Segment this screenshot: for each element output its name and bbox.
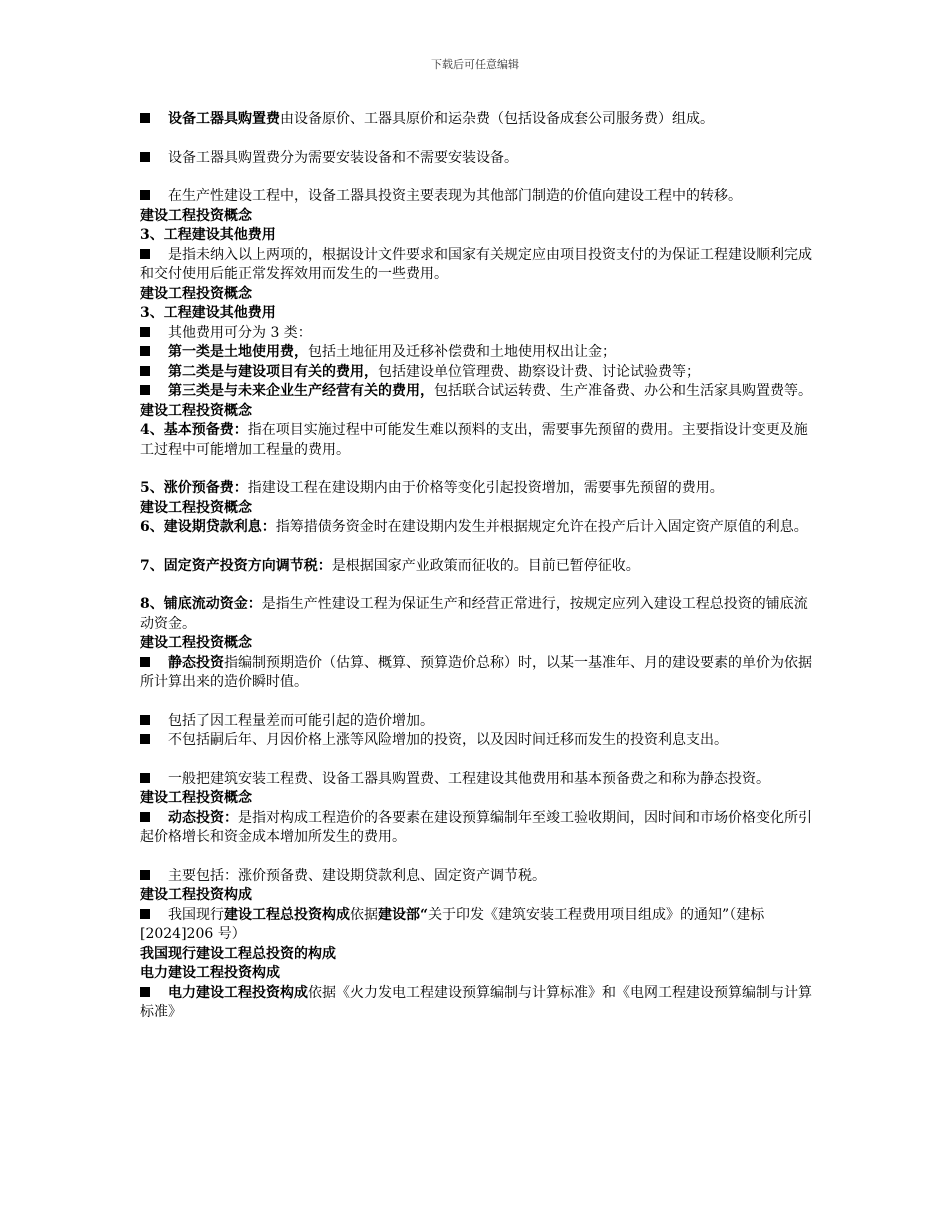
bold-text: 6、建设期贷款利息： (140, 519, 276, 535)
square-bullet-icon (140, 715, 150, 725)
body-text: 依据《火力发电工程建设预算编制与计算标准》和《电网工程建设预算编制与计算标准》 (140, 984, 812, 1020)
heading-paragraph (140, 285, 820, 305)
body-text: 指筹措债务资金时在建设期内发生并根据规定允许在投产后计入固定资产原值的利息。 (275, 519, 808, 535)
bold-text: 4、基本预备费： (140, 422, 248, 438)
body-text: 由设备原价、工器具原价和运杂费（包括设备成套公司服务费）组成。 (280, 111, 714, 127)
bold-text: 建设工程投资概念 (140, 635, 252, 651)
body-text: 我国现行 (168, 906, 224, 923)
body-text: 是指对构成工程造价的各要素在建设预算编制年至竣工验收期间，因时间和市场价格变化所引起价格增长和资金成本增加所发生的费用。 (140, 809, 812, 845)
bold-text: 建设部“ (378, 906, 429, 923)
bullet-paragraph (140, 187, 820, 207)
bullet-paragraph (140, 809, 820, 848)
heading-paragraph (140, 964, 820, 984)
heading-paragraph (140, 479, 820, 499)
body-text: 不包括嗣后年、月因价格上涨等风险增加的投资，以及因时间迁移而发生的投资利息支出。 (168, 732, 728, 748)
heading-paragraph (140, 557, 820, 577)
square-bullet-icon (140, 152, 150, 162)
document-body (140, 110, 820, 1023)
heading-paragraph (140, 402, 820, 422)
heading-paragraph (140, 595, 820, 634)
bullet-paragraph (140, 149, 820, 169)
square-bullet-icon (140, 113, 150, 123)
bold-text: 5、涨价预备费： (140, 480, 248, 496)
paragraph-spacer (140, 848, 820, 867)
bold-text: 第三类是与未来企业生产经营有关的费用， (168, 383, 434, 399)
bullet-paragraph (140, 984, 820, 1023)
body-text: 其他费用可分为 3 类： (168, 324, 312, 341)
bullet-paragraph (140, 770, 820, 790)
paragraph-spacer (140, 576, 820, 595)
body-text: 是指未纳入以上两项的，根据设计文件要求和国家有关规定应由项目投资支付的为保证工程建设顺利完成和交付使用后能正常发挥效用而发生的一些费用。 (140, 246, 812, 282)
paragraph-spacer (140, 130, 820, 149)
bold-text: 建设工程投资概念 (140, 499, 252, 516)
bullet-paragraph (140, 654, 820, 693)
bold-text: 设备工器具购置费 (168, 111, 280, 127)
bold-text: 建设工程投资概念 (140, 207, 252, 224)
square-bullet-icon (140, 657, 150, 667)
body-text: 指在项目实施过程中可能发生难以预料的支出，需要事先预留的费用。主要指设计变更及施工过程中可能增加工程量的费用。 (140, 422, 808, 458)
heading-paragraph (140, 634, 820, 654)
bold-text: 建设工程投资构成 (140, 887, 252, 903)
body-text: 包括联合试运转费、生产准备费、办公和生活家具购置费等。 (434, 383, 812, 399)
square-bullet-icon (140, 385, 150, 395)
square-bullet-icon (140, 346, 150, 356)
square-bullet-icon (140, 773, 150, 783)
body-text: 一般把建筑安装工程费、设备工器具购置费、工程建设其他费用和基本预备费之和称为静态投资。 (168, 770, 770, 787)
bold-text: 第二类是与建设项目有关的费用， (168, 363, 378, 380)
paragraph-spacer (140, 693, 820, 712)
page-header: 下载后可任意编辑 (431, 58, 519, 71)
heading-paragraph (140, 945, 820, 965)
bullet-paragraph (140, 363, 820, 383)
square-bullet-icon (140, 366, 150, 376)
bullet-paragraph (140, 324, 820, 344)
square-bullet-icon (140, 909, 150, 919)
heading-paragraph (140, 886, 820, 906)
heading-paragraph (140, 421, 820, 460)
bullet-paragraph (140, 110, 820, 130)
body-text: 设备工器具购置费分为需要安装设备和不需要安装设备。 (168, 149, 518, 166)
body-text: 是指生产性建设工程为保证生产和经营正常进行，按规定应列入建设工程总投资的铺底流动资金。 (140, 596, 808, 632)
paragraph-spacer (140, 460, 820, 479)
bold-text: 电力建设工程投资构成 (168, 984, 308, 1001)
heading-paragraph (140, 789, 820, 809)
paragraph-spacer (140, 168, 820, 187)
bold-text: 建设工程总投资构成 (224, 906, 350, 923)
bullet-paragraph (140, 867, 820, 887)
bullet-paragraph (140, 382, 820, 402)
square-bullet-icon (140, 734, 150, 744)
bullet-paragraph (140, 246, 820, 285)
heading-paragraph (140, 499, 820, 519)
heading-paragraph (140, 207, 820, 227)
body-text: 在生产性建设工程中，设备工器具投资主要表现为其他部门制造的价值向建设工程中的转移。 (168, 188, 742, 204)
body-text: 包括土地征用及迁移补偿费和土地使用权出让金； (308, 344, 616, 360)
body-text: 包括了因工程量差而可能引起的造价增加。 (168, 712, 434, 729)
bullet-paragraph (140, 343, 820, 363)
bold-text: 第一类是土地使用费， (168, 344, 308, 360)
square-bullet-icon (140, 812, 150, 822)
bold-text: 建设工程投资概念 (140, 790, 252, 806)
square-bullet-icon (140, 190, 150, 200)
body-text: 指建设工程在建设期内由于价格等变化引起投资增加，需要事先预留的费用。 (247, 480, 724, 496)
square-bullet-icon (140, 987, 150, 997)
heading-paragraph (140, 226, 820, 246)
square-bullet-icon (140, 249, 150, 259)
bold-text: 7、固定资产投资方向调节税： (140, 557, 332, 574)
bold-text: 8、铺底流动资金： (140, 596, 262, 612)
square-bullet-icon (140, 327, 150, 337)
bold-text: 电力建设工程投资构成 (140, 965, 280, 981)
bold-text: 3、工程建设其他费用 (140, 227, 276, 243)
bullet-paragraph (140, 906, 820, 945)
heading-paragraph (140, 518, 820, 538)
bullet-paragraph (140, 712, 820, 732)
bold-text: 动态投资： (168, 809, 238, 826)
body-text: 指编制预期造价（估算、概算、预算造价总称）时，以某一基准年、月的建设要素的单价为依据所计算出来的造价瞬时值。 (140, 654, 812, 690)
body-text: 依据 (350, 906, 378, 923)
square-bullet-icon (140, 870, 150, 880)
paragraph-spacer (140, 751, 820, 770)
paragraph-spacer (140, 538, 820, 557)
heading-paragraph (140, 304, 820, 324)
body-text: 关于印发《建筑安装工程费用项目组成》的通知”（建标[2024]206 号） (140, 906, 765, 942)
bold-text: 建设工程投资概念 (140, 402, 252, 419)
body-text: 是根据国家产业政策而征收的。目前已暂停征收。 (331, 557, 640, 574)
body-text: 包括建设单位管理费、勘察设计费、讨论试验费等； (378, 363, 700, 380)
bold-text: 建设工程投资概念 (140, 285, 252, 302)
bold-text: 3、工程建设其他费用 (140, 305, 276, 321)
bold-text: 静态投资 (168, 654, 224, 671)
bullet-paragraph (140, 731, 820, 751)
bold-text: 我国现行建设工程总投资的构成 (140, 945, 336, 962)
body-text: 主要包括：涨价预备费、建设期贷款利息、固定资产调节税。 (168, 867, 546, 884)
